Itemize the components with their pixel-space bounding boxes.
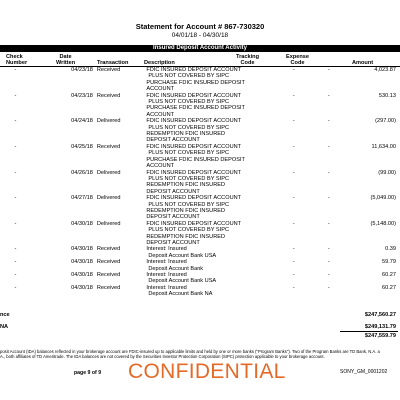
description-line: PLUS NOT COVERED BY SIPC	[148, 73, 229, 80]
row-check-number: -	[14, 272, 17, 278]
description-line: Deposit Account Bank USA	[148, 252, 217, 259]
row-description	[146, 67, 276, 93]
table-row	[0, 221, 400, 247]
page-number: page 9 of 9	[74, 370, 102, 376]
row-amount: 11,634.00	[371, 143, 396, 150]
activity-table	[0, 67, 400, 298]
row-tracking-code: -	[292, 272, 295, 278]
description-line: Interest: Insured	[146, 272, 187, 278]
row-description	[146, 259, 276, 272]
row-date: 04/23/18	[71, 67, 93, 73]
row-date: 04/30/18	[71, 284, 93, 291]
description-line: FDIC INSURED DEPOSIT ACCOUNT	[146, 195, 242, 202]
description-line: REDEMPTION FDIC INSURED	[146, 182, 226, 189]
description-line: PLUS NOT COVERED BY SIPC	[148, 227, 229, 234]
bates-number: SONY_GM_0001202	[340, 369, 388, 375]
row-tracking-code: -	[292, 67, 295, 73]
col-check: Check Number	[6, 54, 28, 66]
row-date: 04/27/18	[71, 195, 93, 202]
row-check-number: -	[14, 195, 17, 202]
description-line: REDEMPTION FDIC INSURED	[146, 131, 226, 138]
col-date: Date Written	[56, 54, 76, 66]
row-transaction: Received	[96, 284, 121, 291]
description-line: FDIC INSURED DEPOSIT ACCOUNT	[146, 92, 242, 99]
row-expense-code: -	[327, 169, 330, 176]
col-tracking: Tracking Code	[236, 54, 260, 66]
row-transaction: Received	[96, 272, 121, 278]
table-row	[0, 93, 400, 119]
description-line: Deposit Account Bank NA	[148, 291, 213, 298]
row-amount: (5,148.00)	[370, 220, 396, 227]
table-row	[0, 272, 400, 285]
row-description	[146, 144, 276, 170]
row-transaction: Received	[96, 259, 121, 266]
description-line: Deposit Account Bank USA	[148, 278, 217, 285]
table-row	[0, 144, 400, 170]
row-check-number: -	[14, 118, 17, 125]
row-check-number: -	[14, 143, 17, 150]
description-line: Interest: Insured	[146, 259, 187, 266]
row-date: 04/30/18	[71, 272, 93, 278]
row-transaction: Delivered	[96, 195, 121, 202]
statement-title: Statement for Account # 867-730320	[135, 22, 265, 31]
row-transaction: Delivered	[96, 220, 121, 227]
row-date: 04/30/18	[71, 259, 93, 266]
confidential-stamp: CONFIDENTIAL	[128, 360, 286, 383]
description-line: PLUS NOT COVERED BY SIPC	[148, 99, 229, 106]
row-expense-code: -	[327, 220, 330, 227]
row-check-number: -	[14, 284, 17, 291]
description-line: ACCOUNT	[146, 86, 175, 93]
row-expense-code: -	[327, 143, 330, 150]
row-transaction: Received	[96, 92, 121, 99]
summary-rule	[340, 331, 398, 332]
row-tracking-code: -	[292, 195, 295, 202]
table-row	[0, 259, 400, 272]
row-amount: (297.00)	[375, 118, 396, 125]
description-line: PLUS NOT COVERED BY SIPC	[148, 201, 229, 208]
fdic-footnote: posit Account (IDA) balances reflected in your brokerage account are FDIC-insured up to applicable limits and held by one or more banks ("Program Banks"). Two of the Program Banks are TD Bank, N.A. a A., both affiliates of TD Ameritrade. The IDA balances are not covered by the Securities Investor Protection Corporation (SIPC) protection applicable to your brokerage account.	[0, 349, 380, 359]
row-check-number: -	[14, 67, 17, 73]
col-amount: Amount	[352, 60, 374, 66]
table-row	[0, 246, 400, 259]
table-row	[0, 195, 400, 221]
row-date: 04/30/18	[71, 220, 93, 227]
col-description: Description	[144, 60, 175, 66]
row-amount: 60.27	[382, 284, 396, 291]
table-row	[0, 118, 400, 144]
description-line: PURCHASE FDIC INSURED DEPOSIT	[146, 156, 245, 163]
row-tracking-code: -	[292, 259, 295, 266]
row-check-number: -	[14, 220, 17, 227]
row-amount: (5,049.00)	[370, 195, 396, 202]
summary-amount-2: $247,559.79	[364, 333, 396, 339]
row-description	[146, 221, 276, 247]
table-row	[0, 170, 400, 196]
row-date: 04/23/18	[71, 92, 93, 99]
row-expense-code: -	[327, 246, 330, 253]
col-expense: Expense Code	[286, 54, 310, 66]
description-line: ACCOUNT	[146, 111, 175, 118]
description-line: PURCHASE FDIC INSURED DEPOSIT	[146, 105, 245, 112]
col-transaction: Transaction	[97, 60, 129, 66]
row-expense-code: -	[327, 195, 330, 202]
row-check-number: -	[14, 92, 17, 99]
row-amount: 4,023.87	[374, 67, 396, 73]
description-line: FDIC INSURED DEPOSIT ACCOUNT	[146, 220, 242, 227]
row-tracking-code: -	[292, 169, 295, 176]
row-date: 04/24/18	[71, 118, 93, 125]
description-line: DEPOSIT ACCOUNT	[146, 239, 200, 246]
statement-period: 04/01/18 - 04/30/18	[171, 32, 229, 39]
row-expense-code: -	[327, 259, 330, 266]
row-description	[146, 272, 276, 285]
row-tracking-code: -	[292, 284, 295, 291]
row-expense-code: -	[327, 272, 330, 278]
row-tracking-code: -	[292, 143, 295, 150]
row-amount: 530.13	[378, 92, 396, 99]
row-check-number: -	[14, 246, 17, 253]
row-tracking-code: -	[292, 118, 295, 125]
description-line: FDIC INSURED DEPOSIT ACCOUNT	[146, 118, 242, 125]
description-line: FDIC INSURED DEPOSIT ACCOUNT	[146, 169, 242, 176]
description-line: DEPOSIT ACCOUNT	[146, 214, 200, 221]
summary-amount-1: $249,131.79	[364, 324, 396, 330]
row-description	[146, 246, 276, 259]
row-description	[146, 195, 276, 221]
row-description	[146, 170, 276, 196]
section-banner: Insured Deposit Account Activity	[0, 45, 400, 52]
row-transaction: Delivered	[96, 169, 121, 176]
row-date: 04/26/18	[71, 169, 93, 176]
description-line: Interest: Insured	[146, 284, 187, 291]
row-expense-code: -	[327, 92, 330, 99]
row-description	[146, 285, 276, 298]
row-tracking-code: -	[292, 92, 295, 99]
row-amount: 59.79	[382, 259, 396, 266]
row-description	[146, 118, 276, 144]
row-check-number: -	[14, 169, 17, 176]
row-date: 04/25/18	[71, 143, 93, 150]
row-tracking-code: -	[292, 220, 295, 227]
row-check-number: -	[14, 259, 17, 266]
description-line: REDEMPTION FDIC INSURED	[146, 207, 226, 214]
description-line: FDIC INSURED DEPOSIT ACCOUNT	[146, 67, 242, 73]
description-line: ACCOUNT	[146, 163, 175, 170]
row-amount: 60.27	[382, 272, 396, 278]
table-row	[0, 67, 400, 93]
row-amount: 0.39	[385, 246, 396, 253]
description-line: DEPOSIT ACCOUNT	[146, 188, 200, 195]
description-line: PLUS NOT COVERED BY SIPC	[148, 150, 229, 157]
description-line: PLUS NOT COVERED BY SIPC	[148, 124, 229, 131]
row-tracking-code: -	[292, 246, 295, 253]
description-line: Interest: Insured	[146, 246, 187, 253]
summary-label-1: NA	[0, 324, 9, 330]
row-expense-code: -	[327, 67, 330, 73]
description-line: PURCHASE FDIC INSURED DEPOSIT	[146, 79, 245, 86]
row-transaction: Received	[96, 246, 121, 253]
row-description	[146, 93, 276, 119]
description-line: FDIC INSURED DEPOSIT ACCOUNT	[146, 143, 242, 150]
table-row	[0, 285, 400, 298]
description-line: DEPOSIT ACCOUNT	[146, 137, 200, 144]
description-line: PLUS NOT COVERED BY SIPC	[148, 175, 229, 182]
row-transaction: Received	[96, 67, 121, 73]
summary-label-0: nce	[0, 312, 10, 318]
summary-amount-0: $247,560.27	[364, 312, 396, 318]
description-line: Deposit Account Bank	[148, 265, 204, 272]
row-date: 04/30/18	[71, 246, 93, 253]
row-transaction: Delivered	[96, 118, 121, 125]
row-expense-code: -	[327, 284, 330, 291]
row-transaction: Received	[96, 143, 121, 150]
row-expense-code: -	[327, 118, 330, 125]
row-amount: (99.00)	[378, 169, 396, 176]
description-line: REDEMPTION FDIC INSURED	[146, 233, 226, 240]
